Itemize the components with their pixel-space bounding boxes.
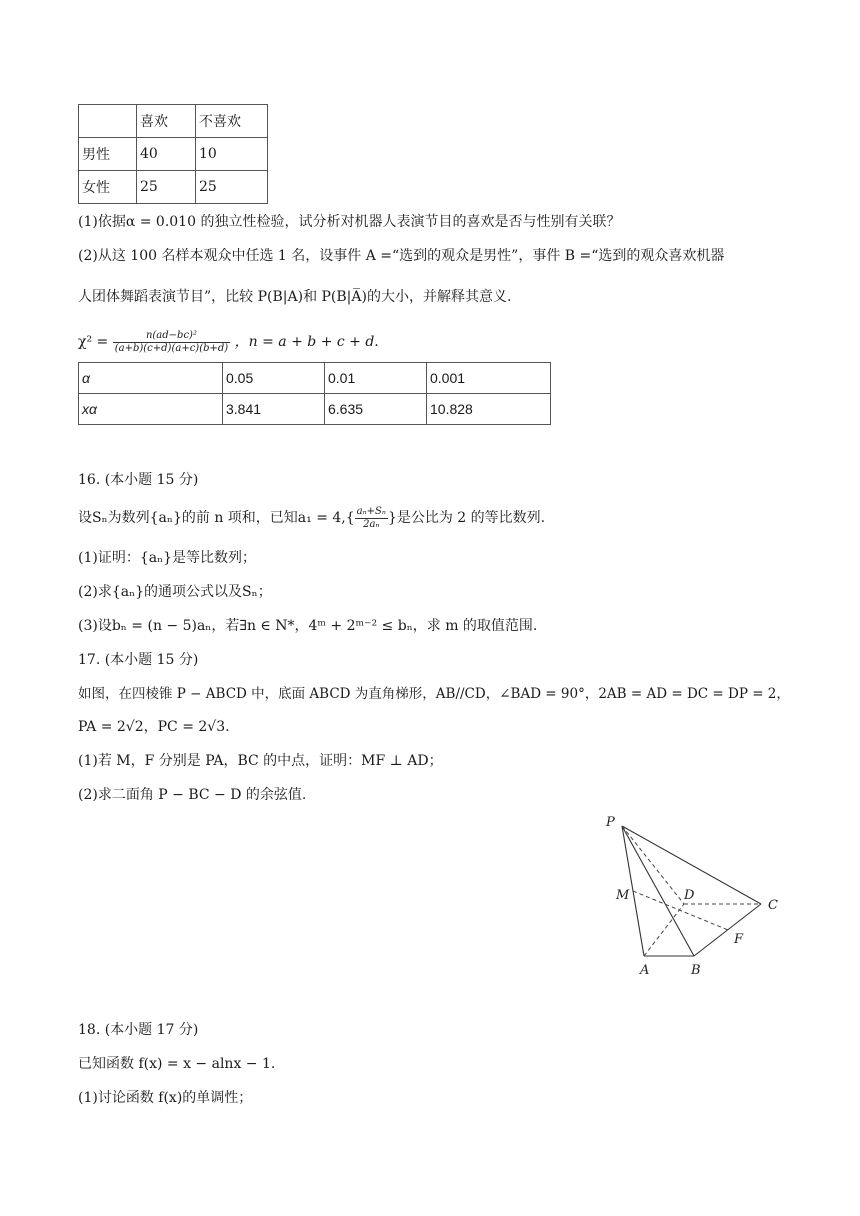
- pyramid-figure: [596, 808, 792, 984]
- table-cell: 3.841: [223, 394, 325, 425]
- q17-stem-line2: PA = 2√2，PC = 2√3.: [78, 719, 230, 735]
- q16-part2: (2)求{aₙ}的通项公式以及Sₙ；: [78, 584, 272, 600]
- q16-stem: [78, 504, 545, 532]
- q15-part1: (1)依据α = 0.010 的独立性检验，试分析对机器人表演节目的喜欢是否与性别有关联？: [78, 214, 621, 230]
- q18-part1: (1)讨论函数 f(x)的单调性；: [78, 1090, 253, 1106]
- table-row: [79, 171, 268, 204]
- q16-part1: (1)证明：{aₙ}是等比数列；: [78, 550, 257, 566]
- table-row: [79, 394, 551, 425]
- q17-part2: (2)求二面角 P − BC − D 的余弦值.: [78, 787, 307, 803]
- segment-MF: [633, 891, 728, 930]
- chi-square-formula: [78, 328, 379, 356]
- q17-stem-line1: 如图，在四棱锥 P − ABCD 中，底面 ABCD 为直角梯形，AB//CD，∠BAD = 90°，2AB = AD = DC = DP = 2，: [78, 686, 790, 702]
- chi-fraction: [113, 330, 230, 355]
- edge-BC: [694, 904, 761, 956]
- table-cell: 喜欢: [137, 105, 196, 138]
- chi-prefix: χ² =: [78, 334, 109, 350]
- q15-part2-line1: (2)从这 100 名样本观众中任选 1 名，设事件 A =“选到的观众是男性”，事件 B =“选到的观众喜欢机器: [78, 248, 725, 264]
- table-cell: 25: [137, 171, 196, 204]
- edge-PD: [622, 826, 684, 904]
- q17-title: 17. (本小题 15 分): [78, 652, 199, 668]
- label-M: M: [616, 888, 630, 903]
- q17-part1: (1)若 M，F 分别是 PA，BC 的中点，证明：MF ⊥ AD；: [78, 753, 443, 769]
- q16-fraction: [355, 506, 388, 531]
- q16-stem-end: }是公比为 2 的等比数列.: [387, 510, 546, 526]
- q15-part2-line2: 人团体舞蹈表演节目”，比较 P(B|A)和 P(B|A̅)的大小，并解释其意义.: [78, 289, 512, 305]
- label-C: C: [768, 898, 778, 913]
- edge-AD: [644, 904, 684, 956]
- table-cell: 女性: [79, 171, 137, 204]
- chi-suffix: ，n = a + b + c + d.: [234, 334, 379, 350]
- table-cell: 0.05: [223, 363, 325, 394]
- table-cell: 10: [196, 138, 268, 171]
- q16-stem-start: 设Sₙ为数列{aₙ}的前 n 项和，已知a₁ = 4,{: [78, 510, 355, 526]
- critical-value-table: [78, 362, 551, 425]
- table-cell: 0.01: [325, 363, 427, 394]
- label-D: D: [684, 888, 695, 903]
- label-B: B: [691, 963, 701, 978]
- table-cell: 40: [137, 138, 196, 171]
- chi-numerator: n(ad−bc)²: [113, 330, 230, 343]
- label-P: P: [606, 815, 615, 830]
- table-cell: 25: [196, 171, 268, 204]
- table-cell: 不喜欢: [196, 105, 268, 138]
- q18-stem: 已知函数 f(x) = x − alnx − 1.: [78, 1056, 276, 1072]
- table-row: [79, 363, 551, 394]
- table-cell: 0.001: [427, 363, 551, 394]
- table-cell: α: [79, 363, 223, 394]
- table-cell: 6.635: [325, 394, 427, 425]
- q16-frac-num: aₙ+Sₙ: [356, 505, 386, 517]
- label-A: A: [640, 963, 650, 978]
- q16-frac-den: 2aₙ: [363, 518, 380, 530]
- table-cell: 男性: [79, 138, 137, 171]
- table-cell: [79, 105, 137, 138]
- q16-part3: (3)设bₙ = (n − 5)aₙ，若∃n ∈ N*，4ᵐ + 2ᵐ⁻² ≤ bₙ，求 m 的取值范围.: [78, 618, 538, 634]
- chi-denominator: (a+b)(c+d)(a+c)(b+d): [114, 342, 229, 354]
- table-row: [79, 105, 268, 138]
- table-cell: 10.828: [427, 394, 551, 425]
- table-row: [79, 138, 268, 171]
- survey-table: [78, 104, 268, 204]
- q18-title: 18. (本小题 17 分): [78, 1022, 199, 1038]
- table-cell: xα: [79, 394, 223, 425]
- label-F: F: [734, 932, 744, 947]
- q16-title: 16. (本小题 15 分): [78, 472, 199, 488]
